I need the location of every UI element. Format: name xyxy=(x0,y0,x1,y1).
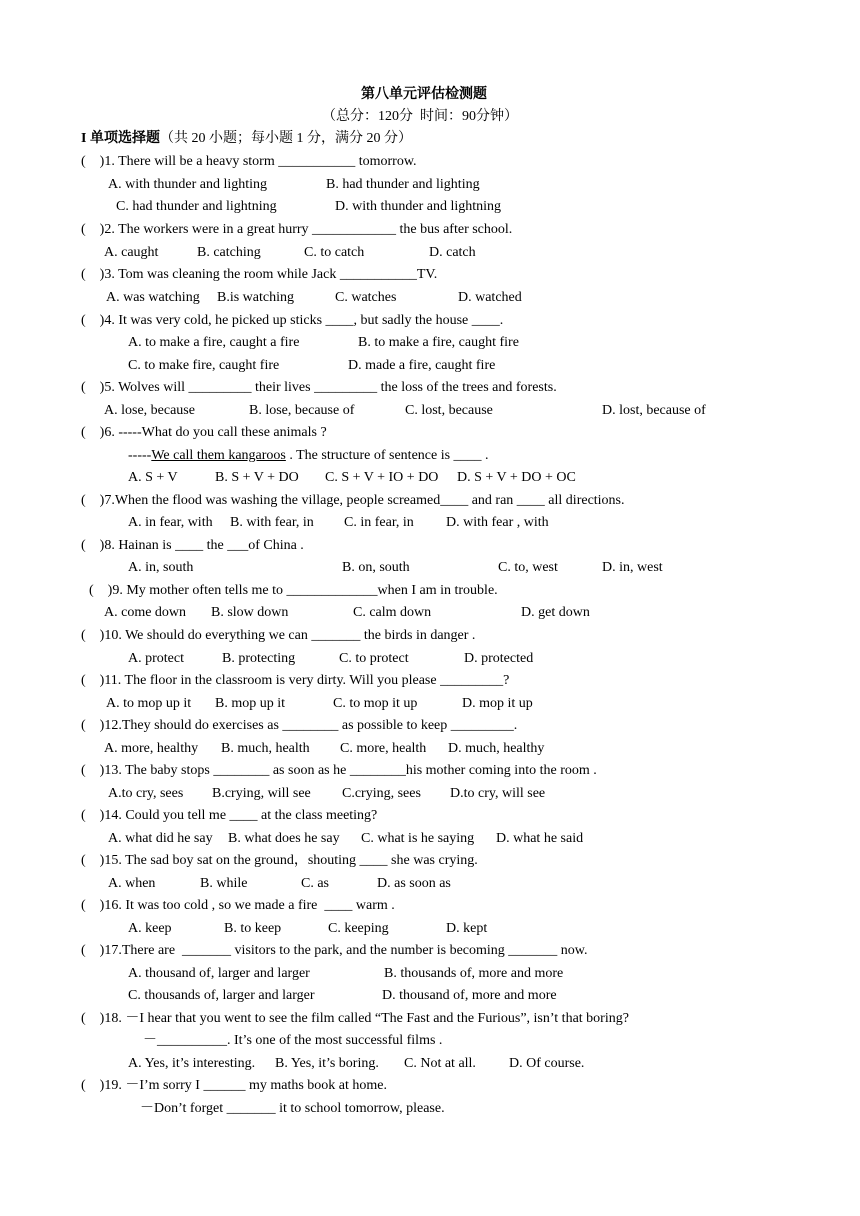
option-12b: B. much, health xyxy=(221,741,310,756)
question-19: ( )19. －I’m sorry I ______ my maths book at home. xyxy=(81,1078,388,1093)
option-11d: D. mop it up xyxy=(462,696,533,711)
option-5b: B. lose, because of xyxy=(249,403,355,418)
option-16a: A. keep xyxy=(128,921,172,936)
option-10d: D. protected xyxy=(464,651,534,666)
option-11b: B. mop up it xyxy=(215,696,286,711)
page-title: 第八单元评估检测题 xyxy=(361,87,487,102)
question-10: ( )10. We should do everything we can _______ the birds in danger . xyxy=(81,628,476,643)
option-17b: B. thousands of, more and more xyxy=(384,966,564,981)
option-14b: B. what does he say xyxy=(228,831,340,846)
option-6c: C. S + V + IO + DO xyxy=(325,470,439,485)
option-12c: C. more, health xyxy=(340,741,427,756)
option-9a: A. come down xyxy=(104,605,187,620)
question-5: ( )5. Wolves will _________ their lives _________ the loss of the trees and forests. xyxy=(81,380,557,395)
option-10c: C. to protect xyxy=(339,651,409,666)
option-3b: B.is watching xyxy=(217,290,294,305)
section-title: I 单项选择题 xyxy=(81,131,160,146)
question-4: ( )4. It was very cold, he picked up sticks ____, but sadly the house ____. xyxy=(81,313,504,328)
option-7a: A. in fear, with xyxy=(128,515,213,530)
option-6d: D. S + V + DO + OC xyxy=(457,470,576,485)
question-19-reply: －Don’t forget _______ it to school tomorrow, please. xyxy=(140,1101,445,1116)
option-3d: D. watched xyxy=(458,290,522,305)
question-15: ( )15. The sad boy sat on the ground，shouting ____ she was crying. xyxy=(81,853,478,868)
option-4c: C. to make fire, caught fire xyxy=(128,358,280,373)
option-1c: C. had thunder and lightning xyxy=(116,199,277,214)
question-7: ( )7.When the flood was washing the village, people screamed____ and ran ____ all directions. xyxy=(81,493,625,508)
option-18c: C. Not at all. xyxy=(404,1056,476,1071)
question-9: ( )9. My mother often tells me to _____________when I am in trouble. xyxy=(89,583,498,598)
option-3a: A. was watching xyxy=(106,290,200,305)
option-9b: B. slow down xyxy=(211,605,289,620)
option-13c: C.crying, sees xyxy=(342,786,421,801)
question-2: ( )2. The workers were in a great hurry ____________ the bus after school. xyxy=(81,222,513,237)
option-13a: A.to cry, sees xyxy=(108,786,184,801)
answer-dash: ----- xyxy=(128,448,152,463)
score-time-info: （总分：120分 时间：90分钟） xyxy=(322,109,518,124)
question-12: ( )12.They should do exercises as ________ as possible to keep _________. xyxy=(81,718,518,733)
question-1: ( )1. There will be a heavy storm ___________ tomorrow. xyxy=(81,154,417,169)
option-3c: C. watches xyxy=(335,290,397,305)
option-14c: C. what is he saying xyxy=(361,831,475,846)
option-11a: A. to mop up it xyxy=(106,696,192,711)
option-2d: D. catch xyxy=(429,245,476,260)
option-16c: C. keeping xyxy=(328,921,389,936)
option-6a: A. S + V xyxy=(128,470,178,485)
option-15c: C. as xyxy=(301,876,329,891)
option-12a: A. more, healthy xyxy=(104,741,199,756)
option-2b: B. catching xyxy=(197,245,261,260)
option-7c: C. in fear, in xyxy=(344,515,414,530)
question-14: ( )14. Could you tell me ____ at the class meeting? xyxy=(81,808,378,823)
section-note: （共 20 小题；每小题 1 分，满分 20 分） xyxy=(159,131,412,146)
question-6-line2 xyxy=(128,447,489,465)
question-18: ( )18. －I hear that you went to see the film called “The Fast and the Furious”, isn’t that boring? xyxy=(81,1011,629,1026)
question-18-reply: －__________. It’s one of the most successful films . xyxy=(143,1033,443,1048)
option-16b: B. to keep xyxy=(224,921,282,936)
option-8c: C. to, west xyxy=(498,560,558,575)
option-7b: B. with fear, in xyxy=(230,515,314,530)
option-15a: A. when xyxy=(108,876,156,891)
option-13d: D.to cry, will see xyxy=(450,786,546,801)
option-16d: D. kept xyxy=(446,921,488,936)
question-8: ( )8. Hainan is ____ the ___of China . xyxy=(81,538,304,553)
underlined-sentence: We call them kangaroos xyxy=(151,448,286,463)
option-13b: B.crying, will see xyxy=(212,786,311,801)
option-11c: C. to mop it up xyxy=(333,696,418,711)
option-8d: D. in, west xyxy=(602,560,663,575)
option-10a: A. protect xyxy=(128,651,184,666)
option-5a: A. lose, because xyxy=(104,403,195,418)
option-10b: B. protecting xyxy=(222,651,296,666)
option-2c: C. to catch xyxy=(304,245,365,260)
question-6-rest: . The structure of sentence is ____ . xyxy=(285,448,489,463)
option-18a: A. Yes, it’s interesting. xyxy=(128,1056,256,1071)
option-2a: A. caught xyxy=(104,245,159,260)
option-8b: B. on, south xyxy=(342,560,410,575)
option-18d: D. Of course. xyxy=(509,1056,585,1071)
option-1d: D. with thunder and lightning xyxy=(335,199,502,214)
option-14d: D. what he said xyxy=(496,831,584,846)
option-4b: B. to make a fire, caught fire xyxy=(358,335,519,350)
option-9d: D. get down xyxy=(521,605,590,620)
option-18b: B. Yes, it’s boring. xyxy=(275,1056,379,1071)
option-17d: D. thousand of, more and more xyxy=(382,988,557,1003)
option-6b: B. S + V + DO xyxy=(215,470,299,485)
option-8a: A. in, south xyxy=(128,560,194,575)
section-heading xyxy=(81,130,412,148)
option-15b: B. while xyxy=(200,876,248,891)
option-17c: C. thousands of, larger and larger xyxy=(128,988,315,1003)
question-6: ( )6. -----What do you call these animals ? xyxy=(81,425,327,440)
question-13: ( )13. The baby stops ________ as soon as he ________his mother coming into the room . xyxy=(81,763,597,778)
option-12d: D. much, healthy xyxy=(448,741,545,756)
option-7d: D. with fear , with xyxy=(446,515,549,530)
option-4a: A. to make a fire, caught a fire xyxy=(128,335,300,350)
option-5d: D. lost, because of xyxy=(602,403,706,418)
option-14a: A. what did he say xyxy=(108,831,213,846)
option-9c: C. calm down xyxy=(353,605,432,620)
option-1a: A. with thunder and lighting xyxy=(108,177,268,192)
option-5c: C. lost, because xyxy=(405,403,493,418)
option-15d: D. as soon as xyxy=(377,876,451,891)
question-16: ( )16. It was too cold , so we made a fire ____ warm . xyxy=(81,898,395,913)
option-17a: A. thousand of, larger and larger xyxy=(128,966,310,981)
question-11: ( )11. The floor in the classroom is very dirty. Will you please _________? xyxy=(81,673,510,688)
option-1b: B. had thunder and lighting xyxy=(326,177,480,192)
question-17: ( )17.There are _______ visitors to the park, and the number is becoming _______ now. xyxy=(81,943,588,958)
option-4d: D. made a fire, caught fire xyxy=(348,358,496,373)
question-3: ( )3. Tom was cleaning the room while Jack ___________TV. xyxy=(81,267,438,282)
